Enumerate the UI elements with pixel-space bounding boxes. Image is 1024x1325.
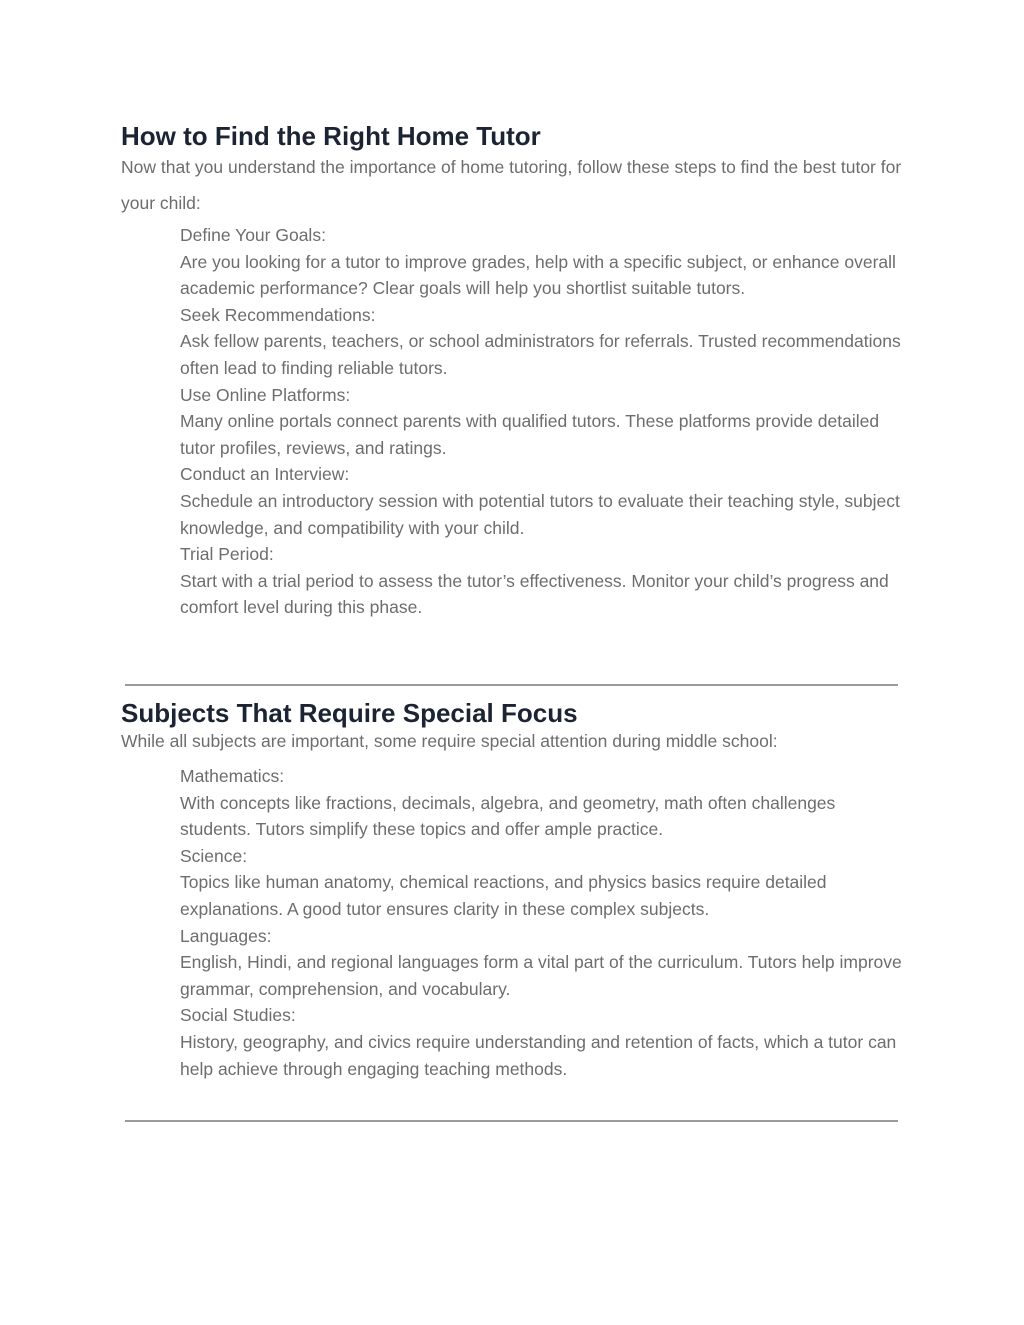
item-description: History, geography, and civics require understanding and retention of facts, which a tutor can help achieve through engaging teaching methods.: [180, 1031, 897, 1079]
item-description: Start with a trial period to assess the tutor’s effectiveness. Monitor your child’s progress and comfort level during this phase.: [180, 570, 889, 618]
section-intro: While all subjects are important, some require special attention during middle school:: [121, 731, 778, 751]
item-description: English, Hindi, and regional languages form a vital part of the curriculum. Tutors help improve grammar, comprehension, and vocabulary.: [180, 952, 902, 999]
section-special-focus: [121, 698, 911, 1082]
list-item: [180, 763, 911, 843]
list-item: [180, 843, 911, 923]
section-heading: Subjects That Require Special Focus: [121, 698, 578, 728]
item-title: Define Your Goals:: [180, 225, 326, 245]
section-divider: [125, 1120, 898, 1122]
section-divider: [125, 684, 898, 686]
item-description: Are you looking for a tutor to improve grades, help with a specific subject, or enhance overall academic performance? Clear goals will help you shortlist suitable tutors.: [180, 251, 896, 299]
item-title: Languages:: [180, 925, 272, 946]
item-description: Many online portals connect parents with qualified tutors. These platforms provide detailed tutor profiles, reviews, and ratings.: [180, 411, 880, 458]
list-item: [180, 541, 911, 621]
section-find-tutor: [121, 121, 911, 621]
section-intro: Now that you understand the importance of home tutoring, follow these steps to find the best tutor for your child:: [121, 157, 902, 213]
section-heading: How to Find the Right Home Tutor: [121, 121, 541, 151]
item-title: Mathematics:: [180, 766, 285, 786]
list-item: [180, 382, 911, 462]
item-title: Trial Period:: [180, 544, 274, 565]
list-item: [180, 461, 911, 541]
item-description: Ask fellow parents, teachers, or school administrators for referrals. Trusted recommendations often lead to finding reliable tutors.: [180, 331, 901, 378]
steps-list: [121, 222, 911, 621]
list-item: [180, 1002, 911, 1082]
list-item: [180, 302, 911, 382]
subjects-list: [121, 763, 911, 1082]
item-title: Use Online Platforms:: [180, 384, 351, 405]
item-description: Schedule an introductory session with potential tutors to evaluate their teaching style, subject knowledge, and compatibility with your child.: [180, 490, 900, 538]
item-description: With concepts like fractions, decimals, algebra, and geometry, math often challenges students. Tutors simplify these topics and offer ample practice.: [180, 792, 836, 840]
list-item: [180, 923, 911, 1003]
item-title: Science:: [180, 845, 248, 866]
list-item: [180, 222, 911, 302]
item-title: Social Studies:: [180, 1005, 296, 1026]
item-title: Seek Recommendations:: [180, 304, 376, 325]
item-description: Topics like human anatomy, chemical reactions, and physics basics require detailed explanations. A good tutor ensures clarity in these complex subjects.: [180, 872, 827, 919]
item-title: Conduct an Interview:: [180, 464, 350, 485]
